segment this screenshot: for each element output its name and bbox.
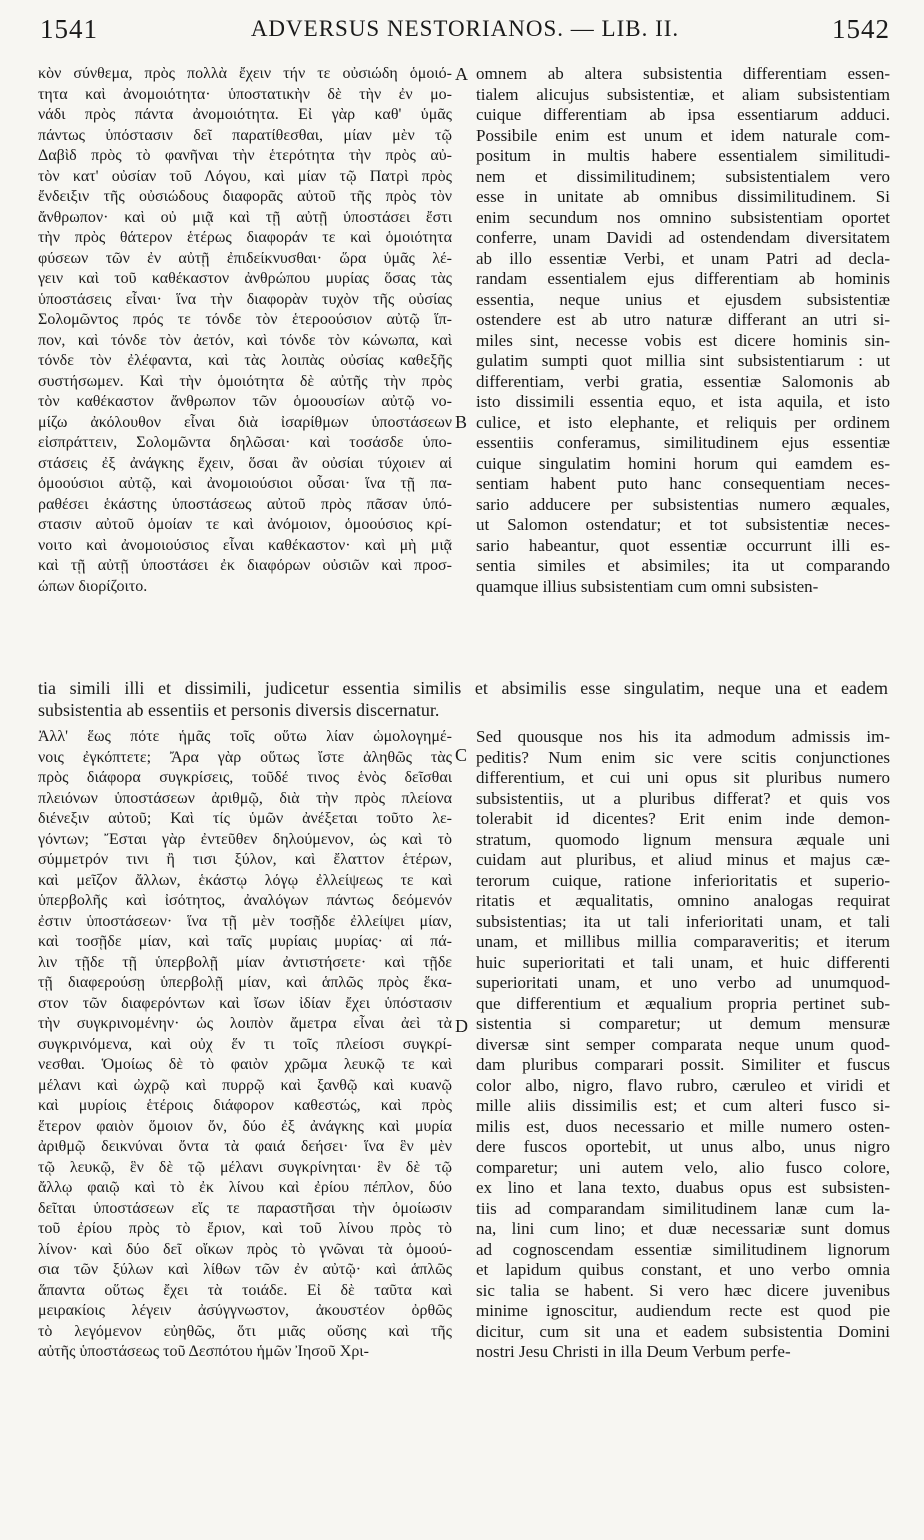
text-line: γόντων; Ἔσται γὰρ ἐντεῦθεν δηλούμενον, ὡς καὶ τὸ xyxy=(38,830,452,848)
text-line: differentium, et cui uni opus sit pluribus numero xyxy=(476,768,890,787)
text-line: ἄλλῳ φαιῷ καὶ τὸ ἐκ λίνου καὶ ἐρίου πέπλον, δύο xyxy=(38,1179,452,1196)
text-line: ἄνθρωπον· καὶ οὐ μιᾷ καὶ τῇ αὐτῇ ὑποστάσει ἔστι xyxy=(38,208,452,226)
text-line: essentia, neque unius et ejusdem subsistentiæ xyxy=(476,289,890,309)
text-line: στάσεις ἐξ ἀνάγκης ἔχειν, ὅσαι ἂν οὐσίαι τύχοιεν αἱ xyxy=(38,454,452,472)
text-line: ὑπερβολῆς καὶ ἰσότητος, ἀναλόγων πάντως δεόμενόν xyxy=(38,892,452,909)
text-line: καὶ μεῖζον ἄλλων, ἑκάστῳ λόγῳ ἐλλείψεως τε καὶ xyxy=(38,871,452,889)
text-line: cuique differentiam ab ipsa essentiarum adduci. xyxy=(476,105,890,124)
latin-column-top xyxy=(476,64,890,597)
text-line: differentiam, verbi gratia, essentiæ Salomonis ab xyxy=(476,371,890,391)
text-line: subsistentias; ita ut tali inferioritati unam, et tali xyxy=(476,911,890,931)
text-line: τὸν κατ' οὐσίαν τοῦ Λόγου, καὶ μίαν τῷ Πατρὶ πρὸς xyxy=(38,167,452,185)
greek-column-top xyxy=(38,64,452,597)
text-line: nem et dissimilitudinem; subsistentialem vero xyxy=(476,166,890,186)
text-line: τῇ διαφερούσῃ ὑπερβολῇ μίαν, καὶ ἁπλῶς πρὸς ἕκα- xyxy=(38,974,452,991)
text-line: randam essentialem ejus differentiam ab hominis xyxy=(476,269,890,288)
text-line: ώπων διορίζοιτο. xyxy=(38,577,148,595)
page-number-left: 1541 xyxy=(40,14,98,44)
text-line: ἕτερον φαιὸν ὅμοιον ὄν, δύο ἐξ ἀνάγκης καὶ μυρία xyxy=(38,1117,452,1135)
text-line: ραθέσει ἑκάστης ὑποστάσεως αὐτοῦ πρὸς πᾶσαν ὑπό- xyxy=(38,495,452,513)
text-line: τόνδε τὸν ἐλέφαντα, καὶ τὰς λοιπὰς οὐσίας καθεξῆς xyxy=(38,352,452,369)
section-marker-c: C xyxy=(455,745,468,765)
text-line: λίνον· καὶ δύο δεῖ οἴκων πρὸς τὸ γνῶναι τὰ ὁμοού- xyxy=(38,1240,452,1258)
text-line: cuidam aut pluribus, et aliud minus et majus cæ- xyxy=(476,850,890,869)
section-marker-d: D xyxy=(455,1016,468,1036)
text-line: μειρακίοις λέγειν ἀσύγγνωστον, ἀκουστέον ὀρθῶς xyxy=(38,1302,452,1319)
text-line: γειν καὶ τοῦ καθέκαστον ἀνθρώπου μυρίας ὅσας τὰς xyxy=(38,270,452,287)
text-line: tialem alicujus subsistentiæ, et aliam subsistentiam xyxy=(476,84,890,104)
text-line: sario adducere per subsistentias numero æquales, xyxy=(476,494,890,514)
text-line: τὸν καθέκαστον ἄνθρωπον τῶν ὁμοουσίων αὐτῷ νο- xyxy=(38,393,452,410)
text-line: Ἀλλ' ἕως πότε ἡμᾶς τοῖς οὕτω λίαν ὡμολογημέ- xyxy=(38,728,452,745)
text-line: esse in unitate ab omnibus dissimilitudinem. Si xyxy=(476,187,890,206)
section-marker-b: B xyxy=(455,412,468,432)
section-marker-a: A xyxy=(455,64,468,84)
text-line: στασιν αὐτοῦ ὁμοίαν τε καὶ ἀνόμοιον, ὁμοούσιος κρί- xyxy=(38,516,452,533)
text-line: Δαβὶδ πρὸς τὸ φανῆναι τὴν ἑτερότητα τὴν πρὸς αὐ- xyxy=(38,147,452,164)
text-line: unam, et millibus millia comparaveritis; et iterum xyxy=(476,932,890,951)
page-number-right: 1542 xyxy=(832,14,890,44)
text-line: dam pluribus comparari possit. Similiter et fuscus xyxy=(476,1055,890,1074)
text-line: καὶ τῇ αὐτῇ ὑποστάσει ἐκ διαφόρων οὐσιῶν καὶ προσ- xyxy=(38,557,452,574)
text-line: sistentia si comparetur; ut demum mensuræ xyxy=(476,1014,890,1033)
text-line: milis est, duos necessario et mille numero osten- xyxy=(476,1116,890,1136)
text-line: sentia similes et absimiles; ita ut comparando xyxy=(476,556,890,575)
text-line: ἅπαντα οὕτως ἔχει τὰ τοιάδε. Εἰ δὲ ταῦτα καὶ xyxy=(38,1281,452,1299)
text-line: καὶ τοσῇδε μίαν, καὶ ταῖς μυρίαις μυρίας· αἱ πά- xyxy=(38,933,452,950)
text-line: ἀριθμῷ δεικνύναι ὄντα τὰ φαιά δεήσει· ἵνα ἓν μὲν xyxy=(38,1138,452,1155)
text-line: subsistentiis, ut a pluribus differat? et quis vos xyxy=(476,788,890,808)
text-line: conferre, unam Davidi ad ostendendam diversitatem xyxy=(476,228,890,247)
text-line: πρὸς διάφορα συγκρίσεις, τοῦδέ τινος ἑνὸς δεῖσθαι xyxy=(38,769,452,786)
text-line: gulatim sumpti quot millia sint subsistentiarum : ut xyxy=(476,351,890,370)
text-line: ut Salomon ostendatur; et tot subsistentiæ neces- xyxy=(476,515,890,534)
text-line: νάδι πρὸς πάντα ἀνομοιότητα. Εἰ γὰρ καθ' ὑμᾶς xyxy=(38,106,452,123)
text-line: na, lini cum lino; et duæ necessariæ sunt domus xyxy=(476,1219,890,1238)
running-title: ADVERSUS NESTORIANOS. — LIB. II. xyxy=(250,16,680,41)
text-line: dicitur, cum sit una et eadem subsistentia Domini xyxy=(476,1321,890,1341)
text-line: πον, καὶ τόνδε τὸν ἀετόν, καὶ τόνδε τὸν κώνωπα, καὶ xyxy=(38,331,452,349)
text-line: αὐτῆς ὑποστάσεως τοῦ Δεσπότου ἡμῶν Ἰησοῦ Χρι- xyxy=(38,1343,369,1360)
text-line: quamque illius subsistentiam cum omni subsisten- xyxy=(476,576,819,596)
text-line: μέλανι καὶ ὠχρῷ καὶ πυρρῷ καὶ ξανθῷ καὶ κυανῷ xyxy=(38,1076,452,1094)
text-line: τοῦ ἐρίου πρὸς τὸ ἔριον, καὶ τοῦ λίνου πρὸς τὸ xyxy=(38,1220,452,1237)
text-line: ad cognoscendam essentiæ similitudinem lignorum xyxy=(476,1239,890,1259)
text-line: isto dissimili essentia equo, et ista aquila, et isto xyxy=(476,392,890,411)
text-line: δεῖται ὑποστάσεων εἴς τε παραστῆσαι τὴν ὁμοίωσιν xyxy=(38,1199,452,1217)
text-line: σια τῶν ξύλων καὶ λίθων τῶν ἐν αὐτῷ· καὶ ἁπλῶς xyxy=(38,1261,452,1278)
text-line: τῷ λευκῷ, ἓν δὲ τῷ μέλανι συγκρίνηται· ἓν δὲ τῷ xyxy=(38,1158,452,1176)
text-line: essentiis conferamus, similitudinem ejus essentiæ xyxy=(476,433,890,452)
text-line: sentiam habent puto hanc consequentiam neces- xyxy=(476,474,890,493)
text-line: κὸν σύνθεμα, πρὸς πολλὰ ἔχειν τήν τε οὐσιώδη ὁμοιό- xyxy=(38,65,452,82)
text-line: nostri Jesu Christi in illa Deum Verbum perfe- xyxy=(476,1342,791,1361)
text-line: ἐστιν ὑποστάσεων· ἵνα τῇ μὲν τοσῇδε ἐλλείψει μίαν, xyxy=(38,912,452,930)
text-line: positum in multis habere essentialem similitudi- xyxy=(476,146,890,165)
text-line: tia simili illi et dissimili, judicetur essentia similis et absimilis esse singulatim, neque una et eadem xyxy=(38,678,888,698)
text-line: ritatis et æqualitatis, omnino analogas requirat xyxy=(476,891,890,910)
text-line: cuique singulatim homini horum qui eamdem es- xyxy=(476,453,890,473)
text-line: diversæ sint semper comparata neque unum quod- xyxy=(476,1034,890,1054)
text-line: λιν τῇδε τῇ ὑπερβολῇ μίαν ἀντιστήσετε· καὶ τῇδε xyxy=(38,953,452,971)
text-line: νεσθαι. Ὁμοίως δὲ τὸ φαιὸν χρῶμα λευκῷ τε καὶ xyxy=(38,1056,452,1073)
text-line: dere fuscos oportebit, ut unus albo, unus nigro xyxy=(476,1137,890,1156)
text-line: et lapidum quibus constant, et uno verbo omnia xyxy=(476,1260,890,1279)
latin-column-bottom xyxy=(476,727,890,1363)
text-line: στον τῶν διαφερόντων καὶ ἴσων ἰδίαν ἔχει ὑπόστασιν xyxy=(38,994,452,1012)
text-line: σύμμετρόν τινι ἢ τισι ξύλον, καὶ ἔλαττον ἑτέρων, xyxy=(38,851,452,868)
text-line: miles sint, necesse vobis est dicere hominis sin- xyxy=(476,330,890,350)
text-line: φύσεων τῶν ἐν αὐτῇ ἐπιδείκνυσθαι· ὥρα ὑμᾶς λέ- xyxy=(38,249,452,267)
text-line: sario habeantur, quot essentiæ occurrunt illi es- xyxy=(476,535,890,555)
text-line: tiis ad comparandam similitudinem lanæ cum la- xyxy=(476,1198,890,1218)
text-line: sic talia se habent. Si vero hæc dicere juvenibus xyxy=(476,1280,890,1300)
text-line: terorum cuique, ratione inferioritatis et superio- xyxy=(476,870,890,890)
text-line: συστήσωμεν. Καὶ τὴν ὁμοιότητα δὲ αὐτῆς τὴν πρὸς xyxy=(38,372,452,390)
text-line: huic superioritati et tali unam, et huic differenti xyxy=(476,952,890,972)
text-line: πλειόνων ὑποστάσεων ἀριθμῷ, διὰ τὴν πρὸς πλείονα xyxy=(38,789,452,807)
text-line: τὴν πρὸς θάτερον ἑτέρως διαφοράν τε καὶ ὁμοιότητα xyxy=(38,229,452,246)
text-line: τὸ λεγόμενον εὐηθῶς, ὅτι μιᾶς οὔσης καὶ τῆς xyxy=(38,1322,452,1340)
text-line: μίζω ἀκόλουθον εἶναι διὰ ἰσαρίθμων ὑποστάσεων xyxy=(38,413,452,431)
text-line: peditis? Num enim sic vere scitis conjunctiones xyxy=(476,747,890,767)
text-line: συγκρινόμενα, καὶ οὐχ ἕν τι τοῖς πλείοσι συγκρί- xyxy=(38,1035,452,1053)
text-line: ab illo essentiæ Verbi, et unam Patri ad decla- xyxy=(476,248,890,268)
text-line: νοιτο καὶ ἀνομοιούσιος εἶναι καθέκαστον· καὶ μὴ μιᾷ xyxy=(38,536,452,554)
text-line: enim secundum nos omnino subsistentiam oportet xyxy=(476,207,890,227)
text-line: mille aliis dissimilis est; et cum alteri fusco si- xyxy=(476,1096,890,1115)
text-line: comparetur; uni autem velo, alio fusco colore, xyxy=(476,1157,890,1177)
text-line: πάντως ὑπόστασιν δεῖ παρατίθεσθαι, μίαν μὲν τῷ xyxy=(38,126,452,144)
text-line: τητα καὶ ἀνομοιότητα· ὑποστατικὴν δὲ τὴν ἐν μο- xyxy=(38,85,452,103)
text-line: διένεξιν αὐτοῦ; Καὶ τίς ὑμῶν ἀνέξεται τοῦτο λε- xyxy=(38,810,452,827)
text-line: Possibile enim est unum et idem naturale com- xyxy=(476,125,890,145)
text-line: Sed quousque nos his ita admodum admissis im- xyxy=(476,727,890,746)
text-line: ostendere est ab utro naturæ differant an utri si- xyxy=(476,310,890,329)
text-line: Σολομῶντος πρός τε τόνδε τὸν ἑτεροούσιον αὐτῷ ἵπ- xyxy=(38,311,452,328)
text-line: culice, et isto elephante, et reliquis per ordinem xyxy=(476,412,890,432)
text-line: minime ignoscitur, audiendum recte est quod pie xyxy=(476,1301,890,1320)
text-line: superioritati unam, et uno verbo ad unumquod- xyxy=(476,973,890,992)
text-line: omnem ab altera subsistentia differentiam essen- xyxy=(476,64,890,83)
page-header xyxy=(40,14,890,48)
text-line: εἰσπράττειν, Σολομῶντα δηλῶσαι· καὶ τοσάσδε ὑπο- xyxy=(38,434,452,451)
text-line: tolerabit id dicentes? Erit enim inde demon- xyxy=(476,809,890,828)
text-line: τὴν συγκρινομένην· ὡς λοιπὸν ἄμετρα εἶναι ἀεὶ τὰ xyxy=(38,1015,452,1032)
greek-column-bottom xyxy=(38,727,452,1363)
text-line: que differentium et æqualium propria pertinet sub- xyxy=(476,993,890,1013)
text-line: ἔνδειξιν τῆς οὐσιώδους διαφορᾶς αὐτοῦ τῆς πρὸς τὸν xyxy=(38,188,452,205)
latin-full-width-lines xyxy=(38,678,888,721)
text-line: subsistentia ab essentiis et personis diversis discernatur. xyxy=(38,699,440,720)
text-line: ex lino et lana texto, duabus opus est subsisten- xyxy=(476,1178,890,1197)
text-line: stratum, quomodo lignum mensura æquale uni xyxy=(476,829,890,849)
text-line: καὶ μυρίοις ἑτέροις διάφορον καθεστώς, καὶ πρὸς xyxy=(38,1097,452,1114)
text-line: ὁμοούσιοι αὐτῷ, καὶ ἀνομοιούσιοι οὖσαι· ἵνα τῇ πα- xyxy=(38,475,452,492)
text-line: color albo, nigro, flavo rubro, cæruleo et viridi et xyxy=(476,1075,890,1095)
text-line: νοις ἐγκόπτετε; Ἄρα γὰρ οὕτως ἴστε ἀληθῶς τὰς xyxy=(38,748,452,766)
text-line: ὑποστάσεις εἶναι· ἵνα τὴν διαφορὰν τυχὸν τῆς οὐσίας xyxy=(38,290,452,308)
